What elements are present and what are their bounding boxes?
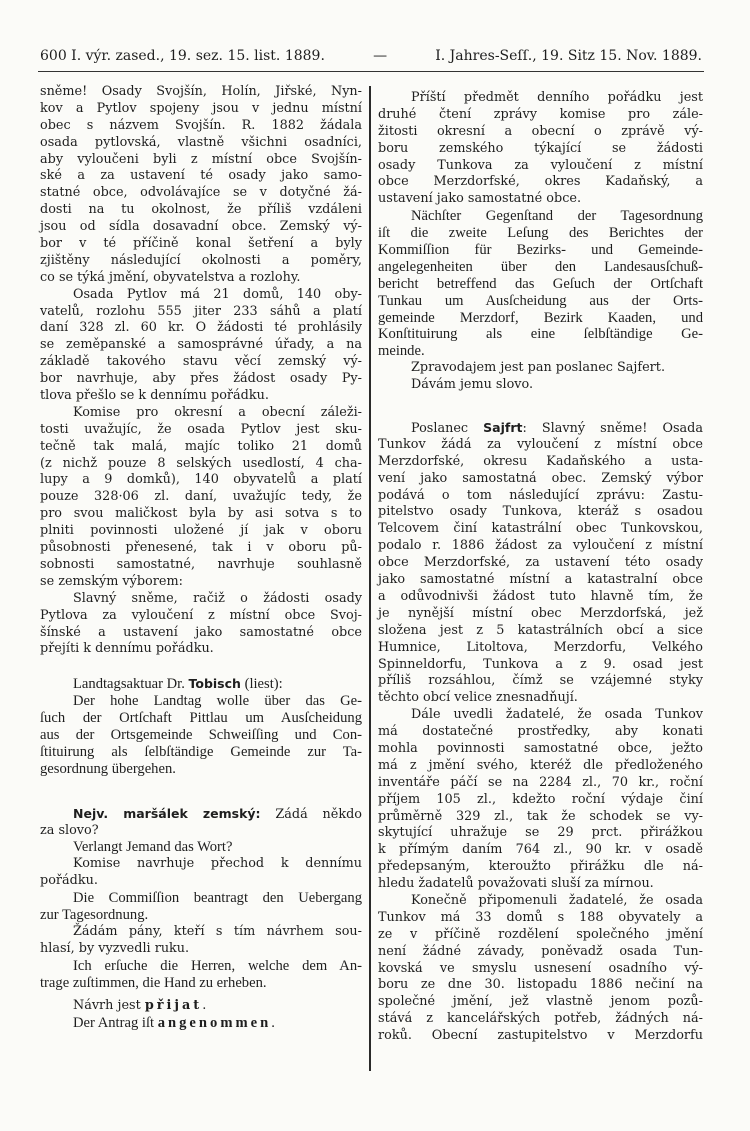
text-line: boru ze dne 30. listopadu 1886 nečiní na [378,977,703,993]
text-line: Komise pro okresní a obecní záleži- [73,404,362,420]
text-line: tečně tak malá, majíc toliko 21 domů [40,438,362,454]
paragraph [40,958,362,992]
text-segment: Zádá někdo [260,806,362,822]
text-line: příjem 105 zl., kdežto roční výdaje činí [378,791,703,807]
text-line: působnosti přenesené, tak i v oboru pů- [40,540,362,556]
text-line [378,420,703,437]
paragraph [40,839,362,856]
text-line: pořádku. [40,873,98,889]
text-line: Žádám pány, kteří s tím návrhem sou- [73,923,362,939]
text-line: stává z kancelářských potřeb, žádných ná- [378,1011,703,1027]
text-line: Zpravodajem jest pan poslanec Sajfert. [411,360,666,376]
text-line: složena jest z 5 katastrálních obcí a sice [378,622,703,638]
text-line: Spinneldorfu, Tunkova a z 9. osad jest [378,656,703,672]
text-line: Telcovem činí katastrální obec Tunkovskou, [378,521,703,537]
text-segment: Návrh jest [73,998,145,1014]
text-line: je nynější místní obec Merzdorfská, jež [378,605,703,621]
text-line: daní 328 zl. 60 kr. O žádosti té prohlásily [40,320,362,336]
text-segment: . [202,998,207,1014]
paragraph [40,924,362,958]
paragraph [378,208,703,360]
paragraph [40,856,362,890]
paragraph [40,405,362,591]
text-line: pitelstvo osady Tunkova, kteráž s osadou [378,504,703,520]
text-line: obec s názvem Svojšín. R. 1882 žádala [40,117,362,133]
text-line: gemeinde Merzdorf, Bezirk Kaaden, und [378,309,703,326]
speaker-name: Tobisch [188,676,241,692]
text-line: hledu žadatelů považovati sluší za mírnou. [378,876,654,892]
text-line: druhé čtení zprávy komise pro zále- [378,106,703,122]
speaker-name: Sajfrt [483,420,523,436]
text-line: hlasí, by vyzvedli ruku. [40,940,190,956]
text-line: sobnosti samostatné, navrhuje souhlasně [40,556,362,572]
text-line: angelegenheiten über den Landesausſchuß- [378,258,703,275]
text-line: dosti na tu okolnost, že příliš vzdáleni [40,202,362,218]
text-line: co se týká jmění, obyvatelstva a rozlohy. [40,269,301,285]
text-line: aus der Ortsgemeinde Schweiſſing und Con- [40,726,362,743]
emphasized-text: přijat [144,998,203,1014]
paragraph [378,377,703,394]
paragraph [40,84,362,287]
text-line: žitosti okresní a obecní o zprávě vý- [378,123,703,139]
paragraph [378,360,703,377]
text-line: pouze 328·06 zl. daní, uvažujíc tedy, že [40,489,362,505]
text-line: bor navrhuje, aby přes žádost osady Py- [40,371,362,387]
text-line [40,676,362,693]
text-line: skytující uhražuje se 29 prct. přirážkou [378,825,703,841]
text-line [40,998,362,1015]
text-line: Tunkov žádá za vyloučení z místní obce [378,436,703,452]
text-line: inventáře páčí se na 2284 zl., 70 kr., roční [378,774,703,790]
text-line: ſuch der Ortſchaft Pittlau um Ausſcheidung [40,710,362,727]
paragraph [40,676,362,693]
paragraph [40,998,362,1015]
text-line: přejíti k dennímu pořádku. [40,641,214,657]
text-line: jako samostatné místní a katastralní obce [378,572,703,588]
text-segment: (liest): [240,676,283,693]
text-line [40,806,362,823]
text-line: zjištěny následující okolnosti a poměry, [40,252,362,268]
text-line: podává o tom následující zprávu: Zastu- [378,487,703,503]
text-line: průměrně 329 zl., tak že schodek se vy- [378,808,703,824]
paragraph [378,420,703,707]
text-line: bor v té příčině konal šetření a byly [40,236,362,252]
text-line: trage zuſtimmen, die Hand zu erheben. [40,974,267,991]
text-line: Dále uvedli žadatelé, že osada Tunkov [411,707,703,723]
paragraph [40,591,362,659]
text-line: kov a Pytlov spojeny jsou v jednu místní [40,100,362,116]
text-line: sněme! Osady Svojšín, Holín, Jiřské, Nyn- [40,84,362,99]
text-line: základě takového stavu věcí zemský vý- [40,354,362,370]
emphasized-text: angenommen [157,1015,272,1032]
left-column [40,84,362,1032]
text-line: Merzdorfské, okresu Kadaňského a usta- [378,453,703,469]
text-line: a odůvodnivši žádost tuto hlavně tím, že [378,588,703,604]
text-line: gesordnung übergehen. [40,760,176,777]
paragraph [40,287,362,405]
text-line: ské a za ustavení té osady jako samo- [40,168,362,184]
text-line: vení jako samostatná obec. Zemský výbor [378,470,703,486]
header-rule [38,71,704,72]
text-line: osada pytlovská, vlastně všichni osadníci, [40,134,362,150]
text-line: Verlangt Jemand das Wort? [73,839,233,856]
text-line: jsou od sídla dosavadní obce. Zemský vý- [40,219,362,235]
text-line: Příští předmět denního pořádku jest [411,90,703,105]
text-line: se zeměpanské a samosprávné úřady, a na [40,337,362,353]
text-line: k přímým daním 764 zl., 90 kr. v osadě [378,842,703,858]
text-line: zur Tagesordnung. [40,906,149,923]
text-segment: Poslanec [411,421,484,437]
text-segment: : Slavný sněme! Osada [522,421,704,437]
text-line: boru zemského týkající se žádosti [378,140,703,156]
text-line: ze v příčině rozdělení společného jmění [378,926,703,942]
text-segment: Landtagsaktuar Dr. [73,676,189,693]
text-line: plniti povinnosti uložené jí jak v oboru [40,523,362,539]
text-line: společné jmění, jež vlastně jenom pozů- [378,994,703,1010]
paragraph [40,806,362,840]
text-line: roků. Obecní zastupitelstvo v Merzdorfu [378,1028,703,1044]
paragraph [378,893,703,1045]
text-line: meinde. [378,343,425,360]
column-divider [369,86,371,1071]
text-line: pro svou maličkost byla by asi sotva s to [40,506,362,522]
text-line: tosti uvažujíc, že osada Pytlov jest sku- [40,421,362,437]
text-line: obce Merzdorfské, okres Kadaňský, a [378,174,703,190]
text-line: má z jmění svého, kteréž dle předloženého [378,757,703,773]
text-line: aby vyloučeni byli z místní obce Svojšín- [40,151,362,167]
paragraph [40,1015,362,1032]
text-line: Kommiſſion für Bezirks- und Gemeinde- [378,242,703,259]
header-separator: — [373,48,388,64]
text-line: lupy a 9 domků), 140 obyvatelů a platí [40,472,362,488]
text-line: Der hohe Landtag wolle über das Ge- [73,693,362,710]
paragraph [378,90,703,208]
text-line: kovská ve smyslu usnesení osadního vý- [378,960,703,976]
text-line: příliš rozsáhlou, čímž se vzájemné styky [378,673,703,689]
text-line: iſt die zweite Leſung des Berichtes der [378,225,703,242]
text-line: (z nichž pouze 8 selských usedlostí, 4 cha- [40,455,362,471]
speaker-name: Nejv. maršálek zemský: [73,805,261,821]
text-line: Tunkau um Ausſcheidung aus der Orts- [378,292,703,309]
text-line: mohla povinnosti samostatné obce, ježto [378,740,703,756]
text-line: Konečně připomenuli žadatelé, že osada [411,892,703,908]
text-line: Nächſter Gegenſtand der Tagesordnung [411,208,703,225]
text-line: bericht betreffend das Geſuch der Ortſchaft [378,275,703,292]
text-line: Pytlova za vyloučení z místní obce Svoj- [40,607,362,623]
text-segment: . [271,1015,275,1032]
text-line: není žádné závady, poněvadž osada Tun- [378,943,703,959]
text-line: vatelů, rozlohu 555 jiter 233 sáhů a platí [40,303,362,319]
text-line: předepsaným, kteroužto přirážku dle ná- [378,859,703,875]
text-line: ſtituirung als ſelbſtändige Gemeinde zur Ta- [40,743,362,760]
text-line: Tunkov má 33 domů s 188 obyvately a [378,909,703,925]
text-line [40,1015,362,1032]
header-czech: 600 I. výr. zased., 19. sez. 15. list. 1889. [40,48,325,64]
text-line: obce Merzdorfské, za ustavení této osady [378,555,703,571]
text-line: Die Commiſſion beantragt den Uebergang [73,890,362,907]
text-line: šínské a ustavení jako samostatné obce [40,624,362,640]
running-header [40,48,702,64]
paragraph [40,693,362,777]
header-german: I. Jahres-Seſſ., 19. Sitz 15. Nov. 1889. [435,48,702,64]
text-line: statné obce, odvolávajíce se v dotyčné žá- [40,185,362,201]
text-line: Dávám jemu slovo. [411,377,534,393]
text-line: má dostatečné prostředky, aby konati [378,724,703,740]
text-line: se zemským výborem: [40,573,183,589]
text-line: těchto obcí velice znesnadňují. [378,690,578,706]
text-line: Ich erſuche die Herren, welche dem An- [73,957,362,974]
text-line: podalo r. 1886 žádost za vyloučení z místní [378,538,703,554]
text-line: Osada Pytlov má 21 domů, 140 oby- [73,286,362,302]
right-column [378,90,703,1045]
text-line: ustavení jako samostatné obce. [378,191,582,207]
text-line: za slovo? [40,822,99,838]
text-line: Komise navrhuje přechod k dennímu [73,856,362,872]
text-line: Slavný sněme, račiž o žádosti osady [73,590,362,606]
text-line: Konſtituirung als eine ſelbſtändige Ge- [378,326,703,343]
text-line: tlova přešlo se k dennímu pořádku. [40,388,269,404]
text-line: osady Tunkova za vyloučení z místní [378,157,703,173]
text-segment: Der Antrag iſt [73,1015,158,1032]
text-line: Humnice, Litoltova, Merzdorfu, Velkého [378,639,703,655]
paragraph [378,707,703,893]
paragraph [40,890,362,924]
